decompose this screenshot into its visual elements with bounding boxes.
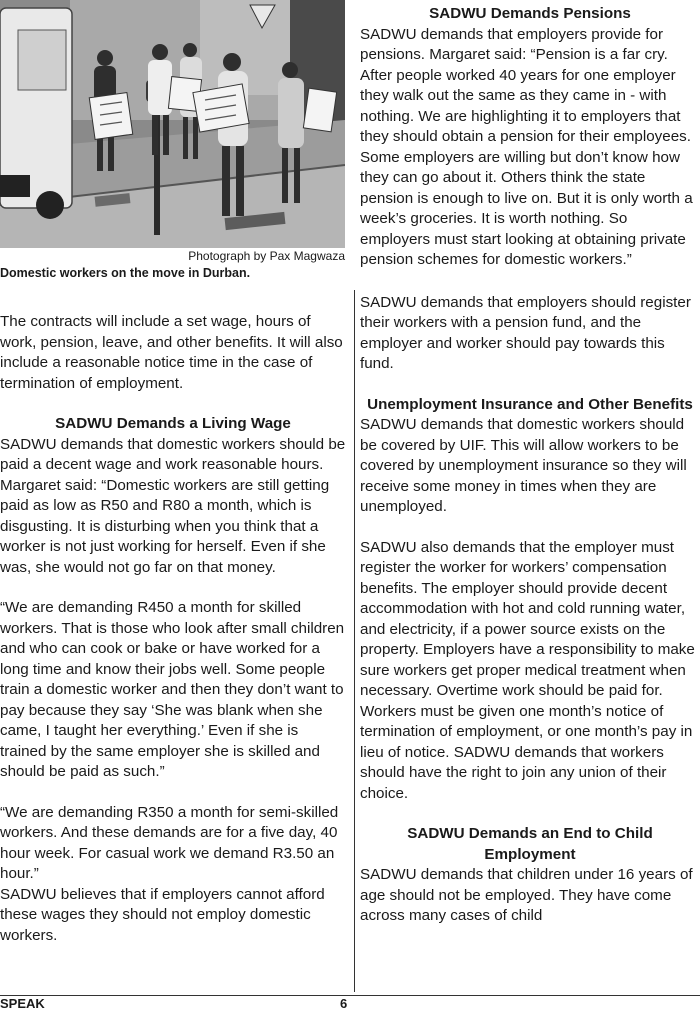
paragraph-semi-skilled-workers: “We are demanding R350 a month for semi-skilled workers. And these demands are for a five day, 40 hour week. For casual work we demand R3.50 an hour.” bbox=[0, 803, 339, 882]
paragraph-child-employment: SADWU demands that children under 16 years of age should not be employed. They have come across many cases of child bbox=[360, 866, 693, 924]
column-divider bbox=[354, 290, 355, 992]
paragraph-pension-fund: SADWU demands that employers should register their workers with a pension fund, and the employer and worker should pay towards this fund. bbox=[360, 293, 691, 372]
footer-page-number: 6 bbox=[340, 996, 348, 1011]
paragraph-skilled-workers: “We are demanding R450 a month for skilled workers. That is those who look after small children and who can cook or bake or have worked for a long time and know their jobs well. Some people train a domestic worker and then they don’t want to pay because they say ‘She was blank when she came, I taught her everything.’ Even if she is trained by the same employer she is skilled and should be paid as such.” bbox=[0, 599, 345, 780]
paragraph-afford-wages: SADWU believes that if employers cannot afford these wages they should not employ domestic workers. bbox=[0, 885, 325, 944]
heading-pensions: SADWU Demands Pensions bbox=[429, 5, 631, 22]
heading-child-employment: SADWU Demands an End to Child Employment bbox=[407, 825, 653, 863]
paragraph-living-wage: SADWU demands that domestic workers should be paid a decent wage and work reasonable hours. Margaret said: “Domestic workers are still getting paid as low as R50 and R80 a month, which is disgusting. It is disturbing when you think that a worker is not just working for herself. Even if she was, she would not go far on that money. bbox=[0, 435, 346, 576]
photo-credit: Photograph by Pax Magwaza bbox=[188, 249, 345, 263]
footer-rule bbox=[0, 995, 700, 996]
paragraph-uif: SADWU demands that domestic workers should be covered by UIF. This will allow workers to be covered by unemployment insurance so they will receive some money in times when they are unemployed. bbox=[360, 416, 687, 515]
paragraph-compensation-benefits: SADWU also demands that the employer must register the worker for workers’ compensation benefits. The employer should provide decent accommodation with hot and cold running water, and electricity, if a power source exists on the property. Employers have a responsibility to make sure workers get proper medical treatment when necessary. Overtime work should be paid for. Workers must be given one month’s notice of termination of employment, or one month’s pay in lieu of notice. SADWU demands that workers should have the right to join any union of their choice. bbox=[360, 538, 695, 802]
footer-publication-name: SPEAK bbox=[0, 996, 45, 1011]
right-column bbox=[360, 4, 700, 927]
left-column bbox=[0, 312, 346, 946]
heading-unemployment-insurance: Unemployment Insurance and Other Benefits bbox=[367, 395, 693, 413]
heading-living-wage: SADWU Demands a Living Wage bbox=[55, 415, 291, 432]
photo-domestic-workers-march bbox=[0, 0, 345, 248]
paragraph-pensions: SADWU demands that employers provide for pensions. Margaret said: “Pension is a far cry. After people worked 40 years for one employer they walk out the same as they came in - with nothing. We are highlighting it to employers that they should obtain a pension for their employees. Some employers are willing but don’t know how they can go about it. Others think the state pension is enough to live on. But it is only worth a week’s groceries. It is worth nothing. So employers must start looking at obtaining private pension schemes for domestic workers.” bbox=[360, 25, 693, 268]
paragraph-contracts: The contracts will include a set wage, hours of work, pension, leave, and other benefits. It will also include a reasonable notice time in the case of termination of employment. bbox=[0, 313, 343, 392]
photo-caption: Domestic workers on the move in Durban. bbox=[0, 266, 251, 280]
